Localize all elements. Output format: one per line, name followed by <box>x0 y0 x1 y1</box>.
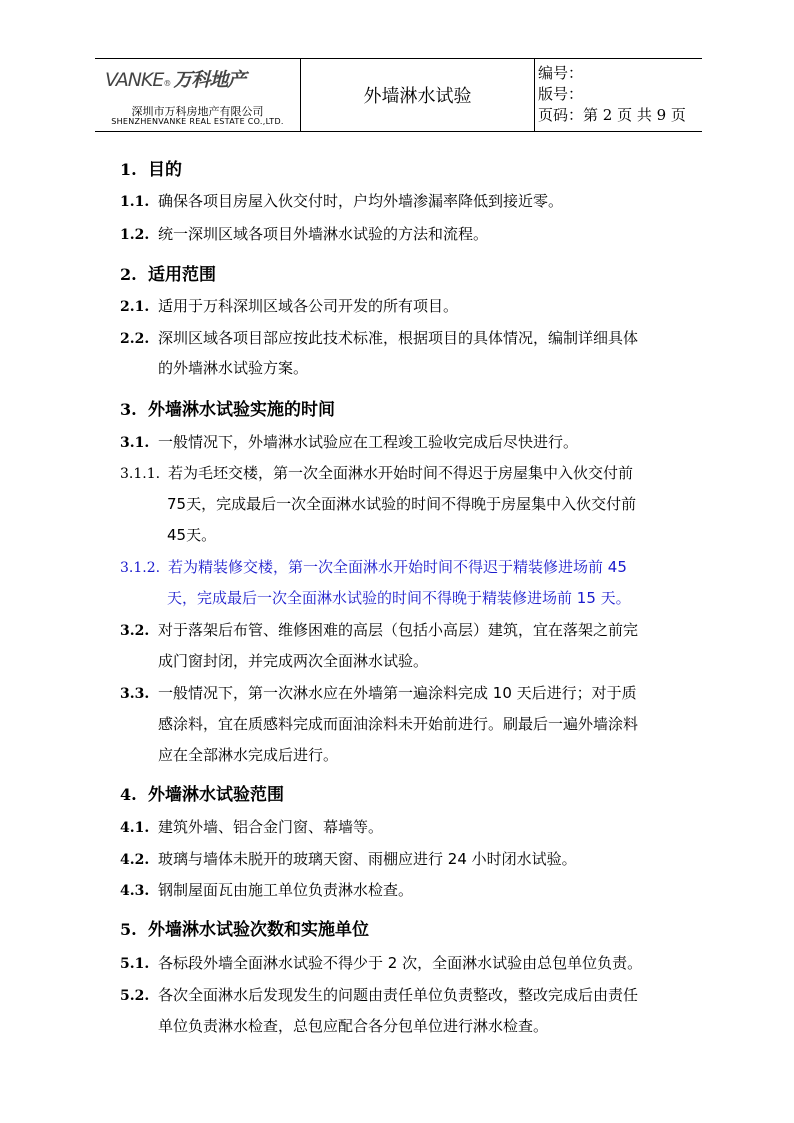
version-label: 版号： <box>538 85 584 103</box>
section-heading: 5. 外墙淋水试验次数和实施单位 <box>120 920 369 940</box>
list-item: 4.1. 建筑外墙、铝合金门窗、幕墙等。 <box>120 818 384 836</box>
list-item: 2.1. 适用于万科深圳区域各公司开发的所有项目。 <box>120 297 459 315</box>
list-item-continuation: 感涂料，宜在质感料完成而面油涂料未开始前进行。刷最后一遍外墙涂料 <box>158 715 639 733</box>
section-heading: 3. 外墙淋水试验实施的时间 <box>120 400 335 420</box>
section-heading: 1. 目的 <box>120 160 182 180</box>
vanke-logo: VANKE ® 万科地产 <box>105 65 245 92</box>
list-item: 2.2. 深圳区域各项目部应按此技术标准，根据项目的具体情况，编制详细具体 <box>120 329 639 347</box>
list-item: 1.2. 统一深圳区域各项目外墙淋水试验的方法和流程。 <box>120 225 489 243</box>
document-header <box>95 58 702 132</box>
list-item: 3.1. 一般情况下，外墙淋水试验应在工程竣工验收完成后尽快进行。 <box>120 433 579 451</box>
logo-cn-text: 万科地产 <box>173 69 246 91</box>
header-title-cell <box>301 59 535 131</box>
list-item: 5.2. 各次全面淋水后发现发生的问题由责任单位负责整改，整改完成后由责任 <box>120 986 639 1004</box>
document-title: 外墙淋水试验 <box>363 86 472 107</box>
list-item-continuation: 应在全部淋水完成后进行。 <box>158 746 339 764</box>
sub-list-item-revised: 3.1.2. 若为精装修交楼，第一次全面淋水开始时间不得迟于精装修进场前 45 <box>120 558 627 576</box>
list-item-continuation: 45天。 <box>167 526 217 544</box>
sub-list-item: 3.1.1. 若为毛坯交楼，第一次全面淋水开始时间不得迟于房屋集中入伙交付前 <box>120 464 634 482</box>
header-meta-cell <box>535 59 702 131</box>
list-item-continuation: 单位负责淋水检查，总包应配合各分包单位进行淋水检查。 <box>158 1017 549 1035</box>
code-label: 编号： <box>538 64 584 82</box>
company-name-en: SHENZHENVANKE REAL ESTATE CO.,LTD. <box>111 117 284 126</box>
logo-en-text: VANKE <box>105 69 164 91</box>
list-item: 1.1. 确保各项目房屋入伙交付时，户均外墙渗漏率降低到接近零。 <box>120 192 564 210</box>
section-heading: 4. 外墙淋水试验范围 <box>120 785 284 805</box>
list-item: 4.3. 钢制屋面瓦由施工单位负责淋水检查。 <box>120 881 414 899</box>
list-item-continuation: 75天，完成最后一次全面淋水试验的时间不得晚于房屋集中入伙交付前 <box>167 495 637 513</box>
section-heading: 2. 适用范围 <box>120 265 216 285</box>
list-item-continuation-revised: 天，完成最后一次全面淋水试验的时间不得晚于精装修进场前 15 天。 <box>167 589 631 607</box>
page-label: 页码：第 2 页 共 9 页 <box>538 106 686 124</box>
header-logo-cell <box>95 59 301 131</box>
company-name-cn: 深圳市万科房地产有限公司 <box>131 105 264 118</box>
list-item: 4.2. 玻璃与墙体未脱开的玻璃天窗、雨棚应进行 24 小时闭水试验。 <box>120 850 577 868</box>
list-item: 3.2. 对于落架后布管、维修困难的高层（包括小高层）建筑，宜在落架之前完 <box>120 621 639 639</box>
list-item-continuation: 的外墙淋水试验方案。 <box>158 359 309 377</box>
list-item-continuation: 成门窗封闭，并完成两次全面淋水试验。 <box>158 652 429 670</box>
list-item: 3.3. 一般情况下，第一次淋水应在外墙第一遍涂料完成 10 天后进行；对于质 <box>120 684 637 702</box>
list-item: 5.1. 各标段外墙全面淋水试验不得少于 2 次，全面淋水试验由总包单位负责。 <box>120 954 643 972</box>
